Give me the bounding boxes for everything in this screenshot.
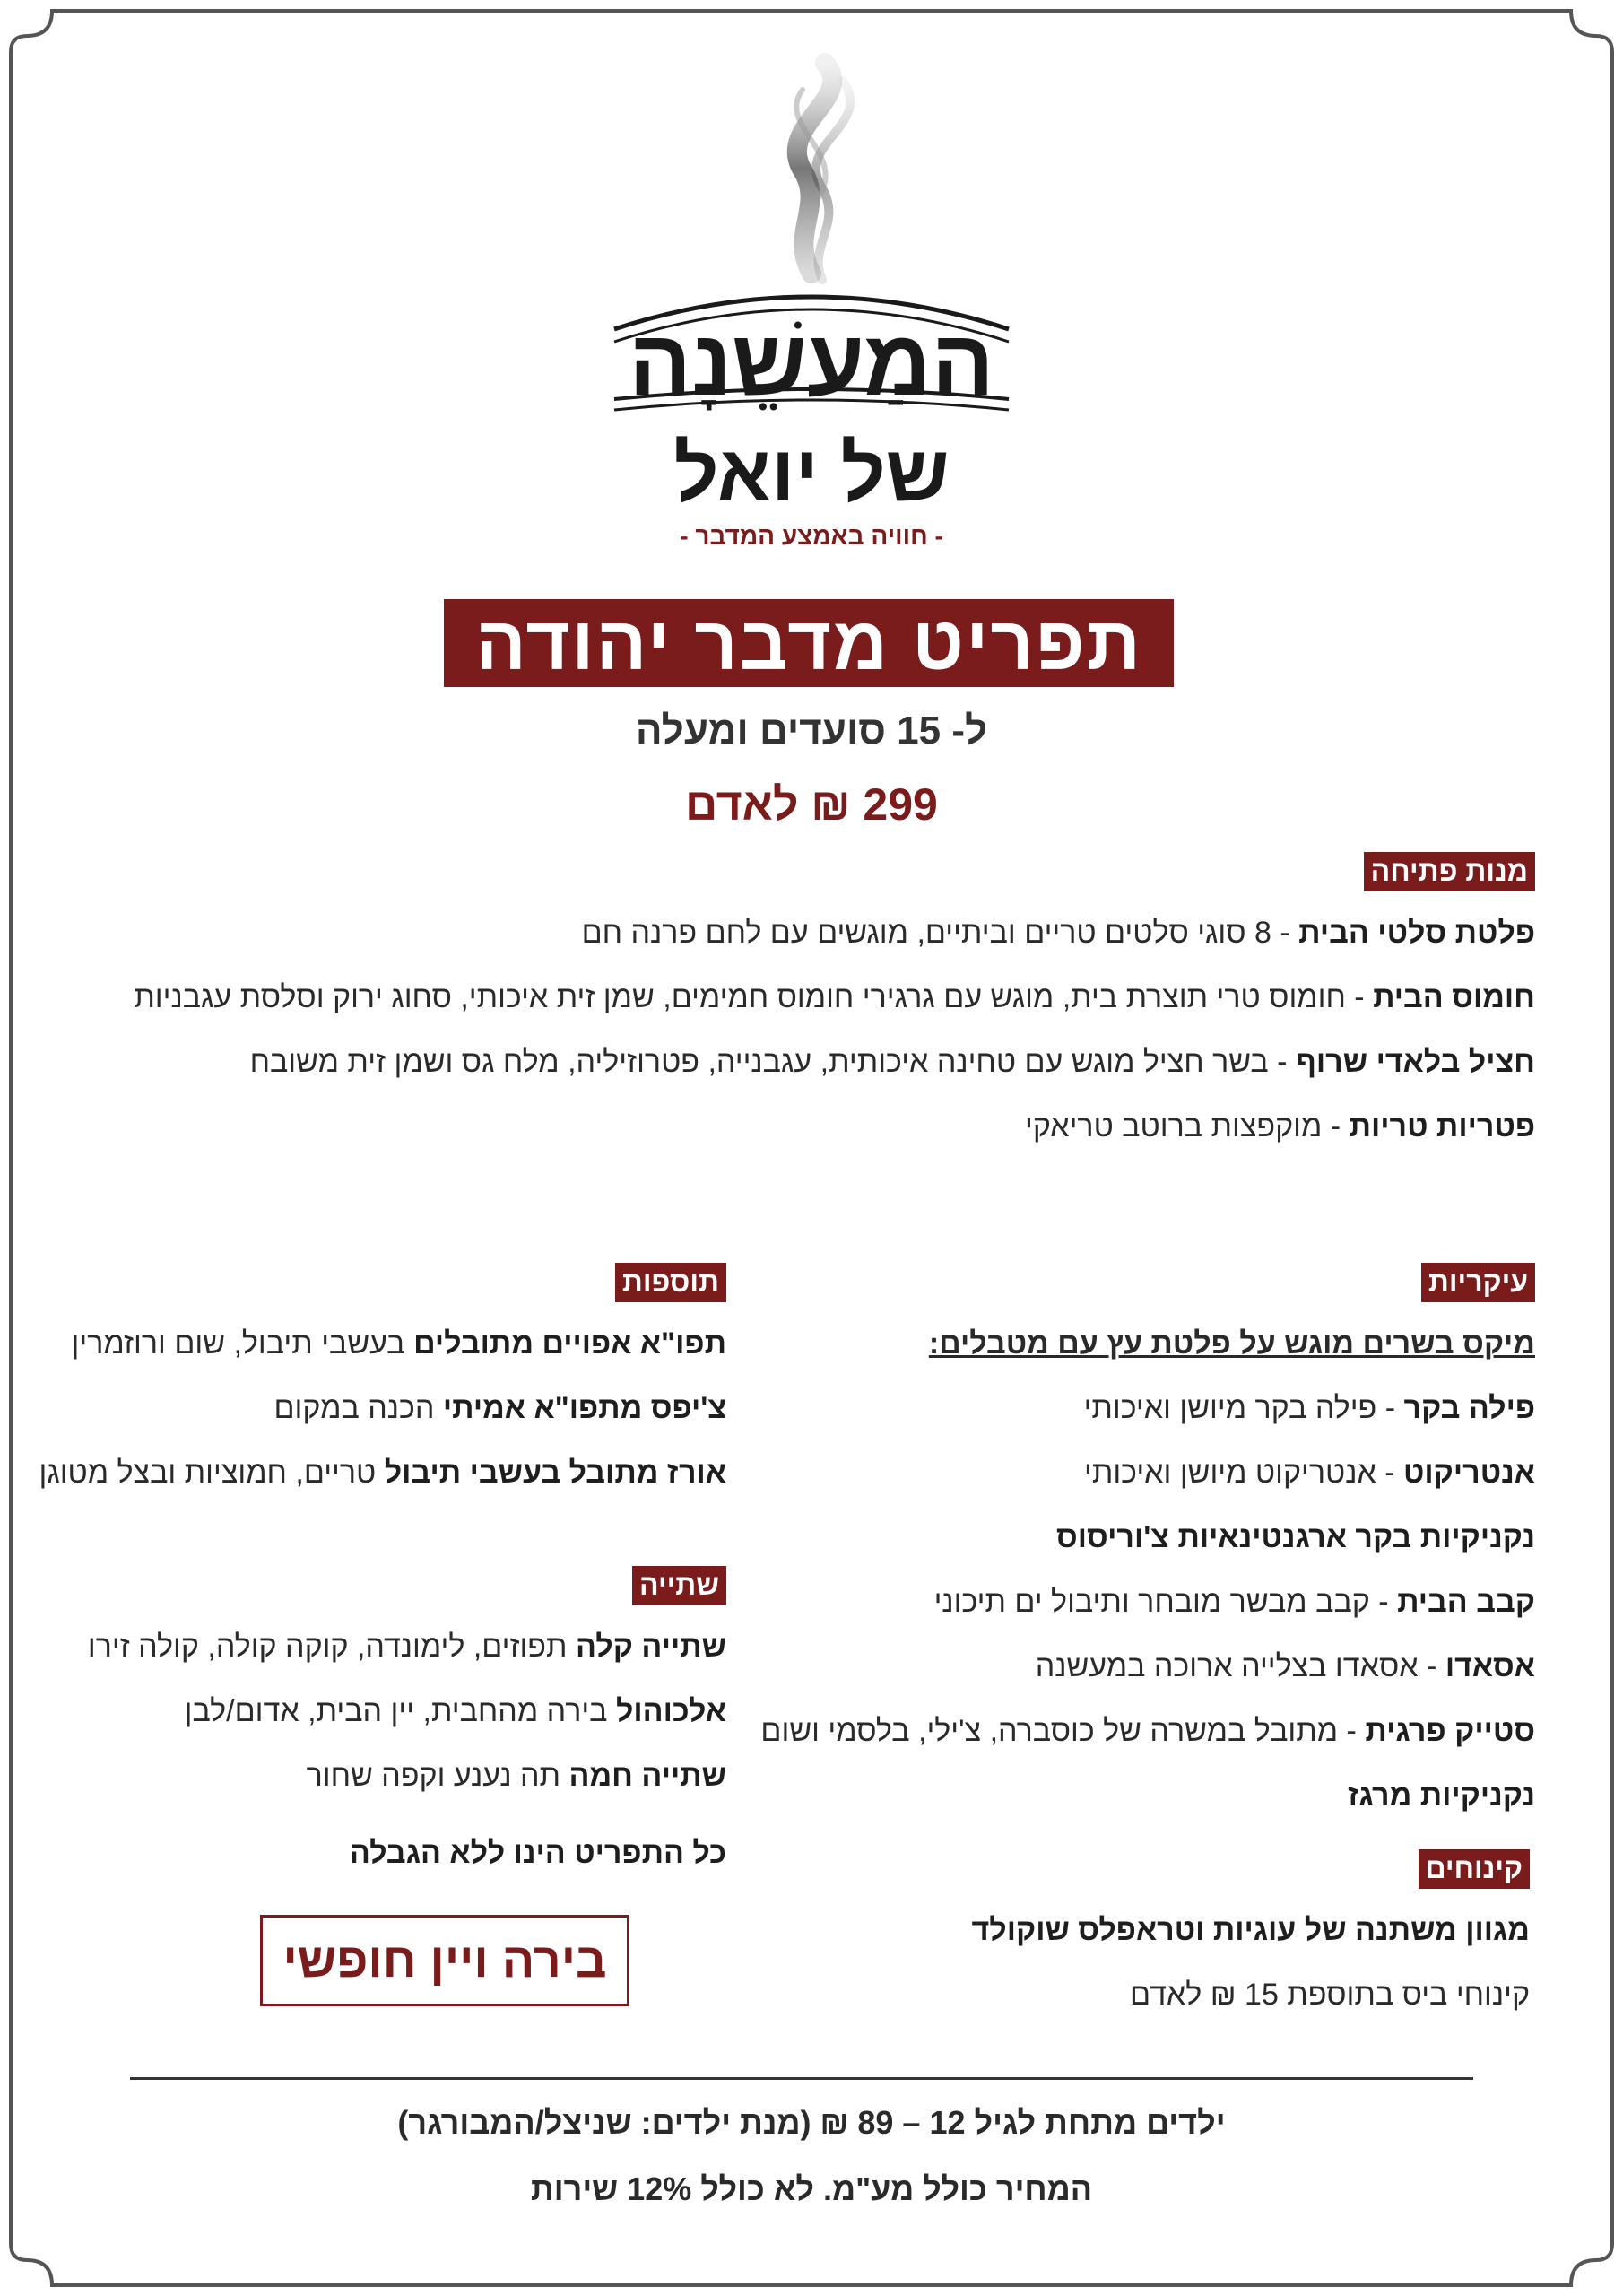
unlimited-note: כל התפריט הינו ללא הגבלה [349, 1836, 726, 1870]
opener-item: חציל בלאדי שרוף - בשר חציל מוגש עם טחינה איכותית, עגבנייה, פטרוזיליה, מלח גס ושמן זית משובח [249, 1045, 1535, 1079]
dessert-line: מגוון משתנה של עוגיות וטראפלס שוקולד [971, 1913, 1530, 1947]
kids-price: ילדים מתחת לגיל 12 – 89 ₪ (מנת ילדים: שניצל/המבורגר) [397, 2104, 1226, 2141]
logo [587, 45, 1036, 550]
logo-tagline: - חוויה באמצע המדבר - [680, 522, 943, 550]
vat-note: המחיר כולל מע"מ. לא כולל 12% שירות [530, 2170, 1093, 2207]
smoke-icon [587, 45, 1036, 287]
drink-item: שתייה חמה תה נענע וקפה שחור [306, 1759, 726, 1793]
main-item: קבב הבית - קבב מבשר מובחר ותיבול ים תיכוני [933, 1585, 1535, 1619]
drink-item: שתייה קלה תפוזים, לימונדה, קוקה קולה, קולה זירו [87, 1630, 726, 1664]
dessert-extra: קינוחי ביס בתוספת 15 ₪ לאדם [1130, 1978, 1530, 2012]
mains-heading: מיקס בשרים מוגש על פלטת עץ עם מטבלים: [928, 1326, 1535, 1361]
main-item: נקניקיות מרגז [1347, 1779, 1535, 1813]
main-item: נקניקיות בקר ארגנטינאיות צ'וריסוס [1056, 1520, 1535, 1554]
main-item: סטייק פרגית - מתובל במשרה של כוסברה, צ'ילי, בלסמי ושום [760, 1714, 1535, 1748]
footer-divider [130, 2077, 1473, 2080]
side-item: צ'יפס מתפו"א אמיתי הכנה במקום [273, 1391, 726, 1425]
main-item: פילה בקר - פילה בקר מיושן ואיכותי [1083, 1391, 1535, 1425]
desserts-tag: קינוחים [1419, 1849, 1531, 1889]
main-item: אסאדו - אסאדו בצלייה ארוכה במעשנה [1035, 1649, 1535, 1683]
logo-subname: של יואל [673, 429, 950, 517]
mains-tag: עיקריות [1421, 1263, 1535, 1302]
free-drinks-box: בירה ויין חופשי [260, 1915, 629, 2006]
opener-item: פלטת סלטי הבית - 8 סוגי סלטים טריים וביתיים, מוגשים עם לחם פרנה חם [581, 916, 1535, 950]
opener-item: חומוס הבית - חומוס טרי תוצרת בית, מוגש עם גרגירי חומוס חמימים, שמן זית איכותי, סחוג ירוק וסלסת עגבניות [134, 980, 1535, 1014]
menu-title: תפריט מדבר יהודה [444, 599, 1174, 687]
group-size: ל- 15 סועדים ומעלה [635, 709, 988, 752]
logo-name: המַעשֵׁנָה [629, 311, 994, 415]
main-item: אנטריקוט - אנטריקוט מיושן ואיכותי [1084, 1456, 1535, 1490]
price-per-person: 299 ₪ לאדם [685, 779, 938, 830]
side-item: תפו"א אפויים מתובלים בעשבי תיבול, שום ורוזמרין [71, 1326, 726, 1361]
side-item: אורז מתובל בעשבי תיבול טריים, חמוציות ובצל מטוגן [39, 1456, 726, 1490]
drinks-tag: שתייה [632, 1566, 726, 1605]
openers-tag: מנות פתיחה [1364, 852, 1535, 891]
opener-item: פטריות טריות - מוקפצות ברוטב טריאקי [1025, 1109, 1535, 1144]
sides-tag: תוספות [615, 1263, 726, 1302]
drink-item: אלכוהול בירה מהחבית, יין הבית, אדום/לבן [184, 1694, 726, 1728]
